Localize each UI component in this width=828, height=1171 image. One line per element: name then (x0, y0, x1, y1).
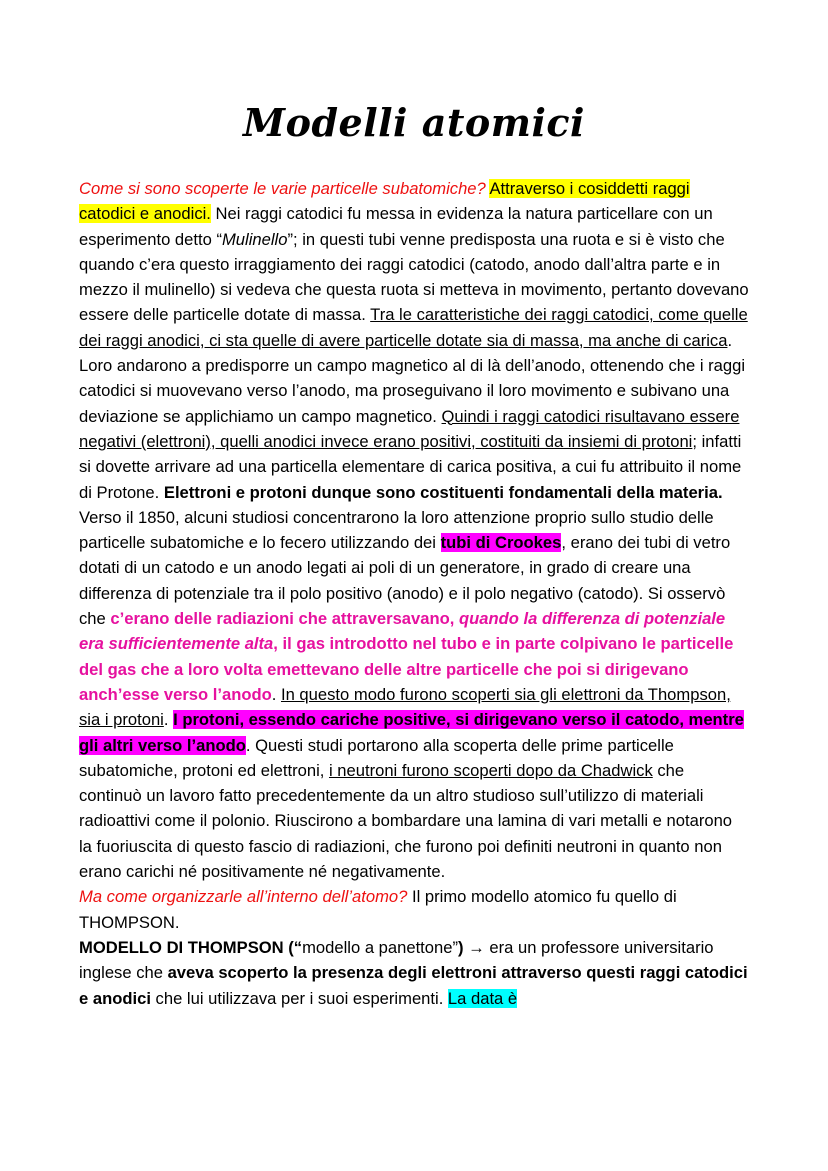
bold-text: Elettroni e protoni dunque sono costituenti fondamentali della materia. (163, 482, 723, 502)
body-text: . (163, 710, 174, 730)
underlined-text: Quindi i raggi catodici risultavano essere negativi (elettroni), quelli anodici invece erano positivi, costituiti da insiemi di protoni (79, 406, 740, 451)
paragraph-crookes (79, 505, 749, 884)
body-text: Verso il 1850, alcuni studiosi concentrarono la loro attenzione proprio sullo studio delle particelle subatomiche e lo fecero utilizzando dei (79, 507, 714, 553)
body-text: . (271, 684, 281, 704)
body-text: Nei raggi catodici fu messa in evidenza la natura particellare con un esperimento detto “ (79, 204, 713, 249)
body-text: che lui utilizzava per i suoi esperimenti. (150, 988, 448, 1008)
body-text: , erano dei tubi di vetro dotati di un catodo e un anodo legati ai poli di un generatore, in grado di creare una differenza di potenziale tra il polo positivo (anodo) e il polo negativo (catodo). Si osservò che (79, 533, 731, 629)
body-text: modello a panettone” (302, 937, 459, 957)
underlined-text: Tra le caratteristiche dei raggi catodici, come quelle dei raggi anodici, ci sta quelle di avere particelle dotate sia di massa, ma anche di carica (79, 305, 748, 350)
question-text: Ma come organizzarle all’interno dell’atomo? (79, 887, 408, 907)
highlighted-text: Attraverso i cosiddetti raggi catodici e anodici. (79, 179, 690, 224)
section-heading: MODELLO DI THOMPSON (“ (79, 937, 303, 957)
body-text: Il primo modello atomico fu quello di THOMPSON. (79, 887, 677, 932)
body-text: che continuò un lavoro fatto precedentemente da un altro studioso sull’utilizzo di materiali radioattivi come il polonio. Riuscirono a bombardare una lamina di vari metalli e notarono la fuoriuscita di questo fascio di radiazioni, che furono poi definiti neutroni in quanto non erano carichi né positivamente né negativamente. (79, 760, 733, 882)
paragraph-particles (79, 176, 749, 505)
paragraph-thompson (79, 935, 749, 1011)
body-text: ; infatti si dovette arrivare ad una particella elementare di carica positiva, a cui fu attribuito il nome di Protone. (79, 431, 742, 502)
highlighted-text: I protoni, essendo cariche positive, si dirigevano verso il catodo, mentre gli altri verso l’anodo (79, 710, 744, 755)
arrow-icon: → (463, 937, 490, 957)
page-title: Modelli atomici (243, 100, 585, 145)
body-text: . Loro andarono a predisporre un campo magnetico al di là dell’anodo, ottenendo che i raggi catodici si muovevano verso l’anodo, ma proseguivano il loro movimento e subivano una deviazione se applichiamo un campo magnetico. (79, 330, 746, 426)
underlined-text: In questo modo furono scoperti sia gli elettroni da Thompson, sia i protoni (79, 684, 731, 730)
magenta-text: c’erano delle radiazioni che attraversavano, (110, 609, 459, 629)
highlighted-text: tubi di Crookes (440, 533, 562, 553)
magenta-text: , il gas introdotto nel tubo e in parte colpivano le particelle del gas che a loro volta emettevano delle altre particelle che poi si dirigevano anch’esse verso l’anodo (79, 634, 734, 704)
paragraph-question (79, 884, 749, 935)
italic-term: Mulinello (221, 229, 288, 249)
question-text: Come si sono scoperte le varie particelle subatomiche? (79, 179, 486, 198)
magenta-italic-text: quando la differenza di potenziale era sufficientemente alta (79, 609, 726, 654)
bold-text: ) (458, 937, 464, 957)
body-text: ”; in questi tubi venne predisposta una ruota e si è visto che quando c’era questo irraggiamento dei raggi catodici (catodo, anodo dall’altra parte e in mezzo il mulinello) si vedeva che questa ruota si metteva in movimento, pertanto dovevano essere delle particelle dotate di massa. (79, 229, 749, 325)
underlined-text: i neutroni furono scoperti dopo da Chadwick (328, 760, 653, 780)
body-text: . Questi studi portarono alla scoperta delle prime particelle subatomiche, protoni ed elettroni, (79, 735, 674, 780)
body-text: era un professore universitario inglese che (79, 937, 714, 983)
highlighted-text: La data è (447, 988, 518, 1008)
document-body (79, 176, 749, 1011)
bold-text: aveva scoperto la presenza degli elettroni attraverso questi raggi catodici e anodici (79, 963, 748, 1008)
